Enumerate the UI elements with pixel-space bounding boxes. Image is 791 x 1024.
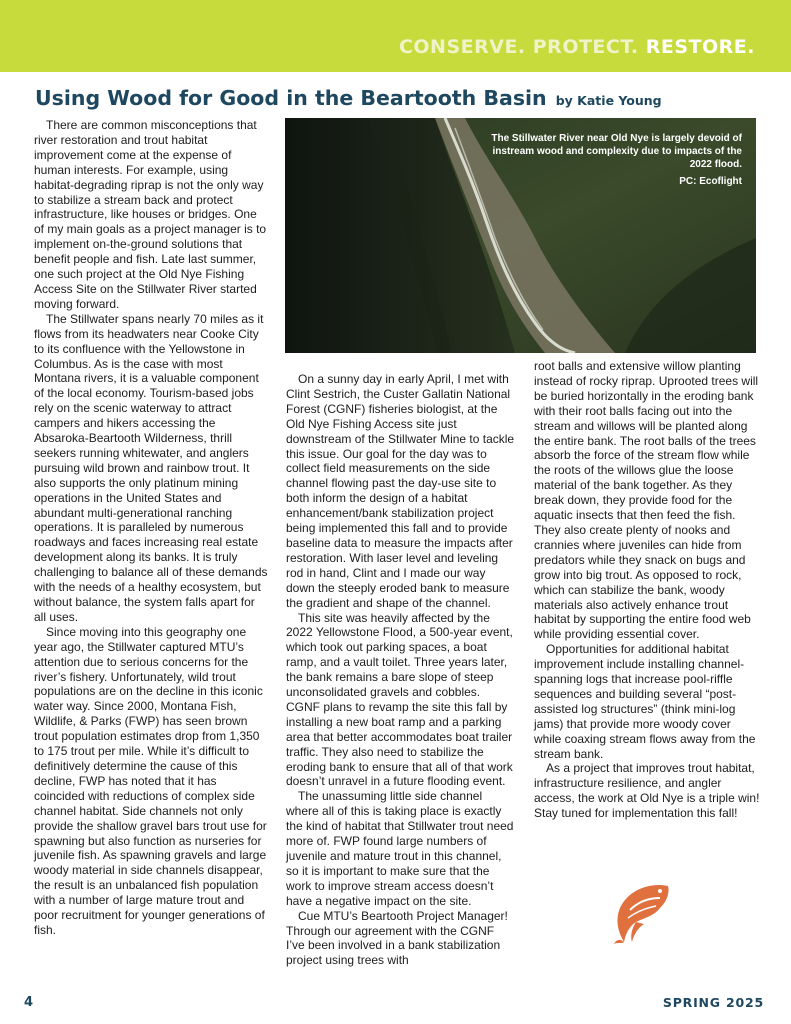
issue-label: SPRING 2025	[662, 995, 764, 1010]
tagline	[399, 36, 755, 58]
trout-icon	[610, 880, 680, 946]
paragraph-4: On a sunny day in early April, I met with Clint Sestrich, the Custer Gallatin National Forest (CGNF) fisheries biologist, at the Old Nye Fishing Access site just downstream of the Stillwater Mine to tackle this issue. Our goal for the day was to collect field measurements on the side channel flowing past the day-use site to both inform the design of a habitat enhancement/bank stabilization project being implemented this fall and to provide baseline data to measure the impacts after restoration. With laser level and leveling rod in hand, Clint and I made our way down the steeply eroded bank to measure the gradient and shape of the channel.	[286, 372, 515, 610]
article-byline: by Katie Young	[555, 93, 662, 108]
paragraph-2: The Stillwater spans nearly 70 miles as it flows from its headwaters near Cooke City to its confluence with the Yellowstone in Columbus. As is the case with most Montana rivers, it is a valuable component of the local economy. Tourism-based jobs rely on the scenic waterway to attract campers and hikers accessing the Absaroka-Beartooth Wilderness, thrill seekers running whitewater, and anglers pursuing wild brown and rainbow trout. It also supports the only platinum mining operations in the United States and abundant multi-generational ranching operations. It is paralleled by numerous roadways and faces increasing real estate development along its banks. It is truly challenging to balance all of these demands with the needs of a healthy ecosystem, but without balance, the system falls apart for all uses.	[34, 311, 268, 624]
paragraph-9: As a project that improves trout habitat, infrastructure resilience, and angler access, the work at Old Nye is a triple win! Stay tuned for implementation this fall!	[534, 761, 760, 821]
photo-credit: PC: Ecoflight	[679, 176, 742, 187]
paragraph-7-start: Cue MTU’s Beartooth Project Manager! Through our agreement with the CGNF I’ve been involved in a bank stabilization project using trees with	[286, 908, 508, 968]
caption-text: The Stillwater River near Old Nye is largely devoid of instream wood and complexity due to impacts of the 2022 flood.	[491, 133, 742, 170]
paragraph-3: Since moving into this geography one year ago, the Stillwater captured MTU’s attention due to serious concerns for the river’s fishery. Unfortunately, wild trout populations are on the decline in this iconic water way. Since 2000, Montana Fish, Wildlife, & Parks (FWP) has seen brown trout population estimates drop from 1,350 to 175 trout per mile. While it’s difficult to definitively determine the cause of this decline, FWP has noted that it has coincided with reductions of complex side channel habitat. Side channels not only provide the shallow gravel bars trout use for spawning but also function as nurseries for juvenile fish. As spawning gravels and large woody material in side channels disappear, the result is an unbalanced fish population with a number of large mature trout and poor recruitment for younger generations of fish.	[34, 624, 267, 937]
article-title: Using Wood for Good in the Beartooth Basin	[35, 86, 547, 110]
paragraph-7-continued: root balls and extensive willow planting instead of rocky riprap. Uprooted trees will be buried horizontally in the eroding bank with their root balls facing out into the stream and willows will be planted along the entire bank. The root balls of the trees absorb the force of the stream flow while the roots of the willows glue the loose material of the bank together. As they break down, they provide food for the aquatic insects that then feed the fish. They also create plenty of nooks and crannies where juveniles can hide from predators while they snack on bugs and grow into big trout. As opposed to rock, which can stabilize the bank, woody materials also actively enhance trout habitat by supporting the entire food web while providing essential cover.	[534, 359, 759, 642]
paragraph-8: Opportunities for additional habitat improvement include installing channel-spanning logs that increase pool-riffle sequences and building several “post-assisted log structures” (think mini-log jams) that provide more woody cover while coaxing stream flows away from the stream bank.	[534, 642, 756, 761]
article-heading	[35, 86, 662, 110]
river-aerial-photo	[285, 118, 756, 353]
paragraph-6: The unassuming little side channel where all of this is taking place is exactly the kind of habitat that Stillwater trout need more of. FWP found large numbers of juvenile and mature trout in this channel, so it is important to make sure that the work to improve stream access doesn’t have a negative impact on the site.	[286, 789, 514, 908]
tagline-restore: RESTORE.	[645, 36, 755, 58]
text-column-1	[34, 118, 270, 938]
page-number: 4	[24, 995, 34, 1010]
paragraph-1: There are common misconceptions that river restoration and trout habitat improvement come at the expense of human interests. For example, using habitat-degrading riprap is not the only way to stabilize a stream back and protect infrastructure, like houses or bridges. One of my main goals as a project manager is to implement on-the-ground solutions that benefit people and fish. Late last summer, one such project at the Old Nye Fishing Access Site on the Stillwater River started moving forward.	[34, 118, 267, 311]
tagline-conserve-protect: CONSERVE. PROTECT.	[398, 36, 646, 58]
header-banner	[0, 0, 791, 72]
photo-caption	[482, 132, 742, 188]
text-column-2	[286, 372, 516, 968]
paragraph-5: This site was heavily affected by the 2022 Yellowstone Flood, a 500-year event, which took out parking spaces, a boat ramp, and a vault toilet. Three years later, the bank remains a bare slope of steep unconsolidated gravels and cobbles. CGNF plans to revamp the site this fall by installing a new boat ramp and a parking area that better accommodates boat trailer traffic. They also need to stabilize the eroding bank to ensure that all of that work doesn’t unravel in a future flooding event.	[286, 610, 513, 789]
text-column-3	[534, 359, 760, 821]
